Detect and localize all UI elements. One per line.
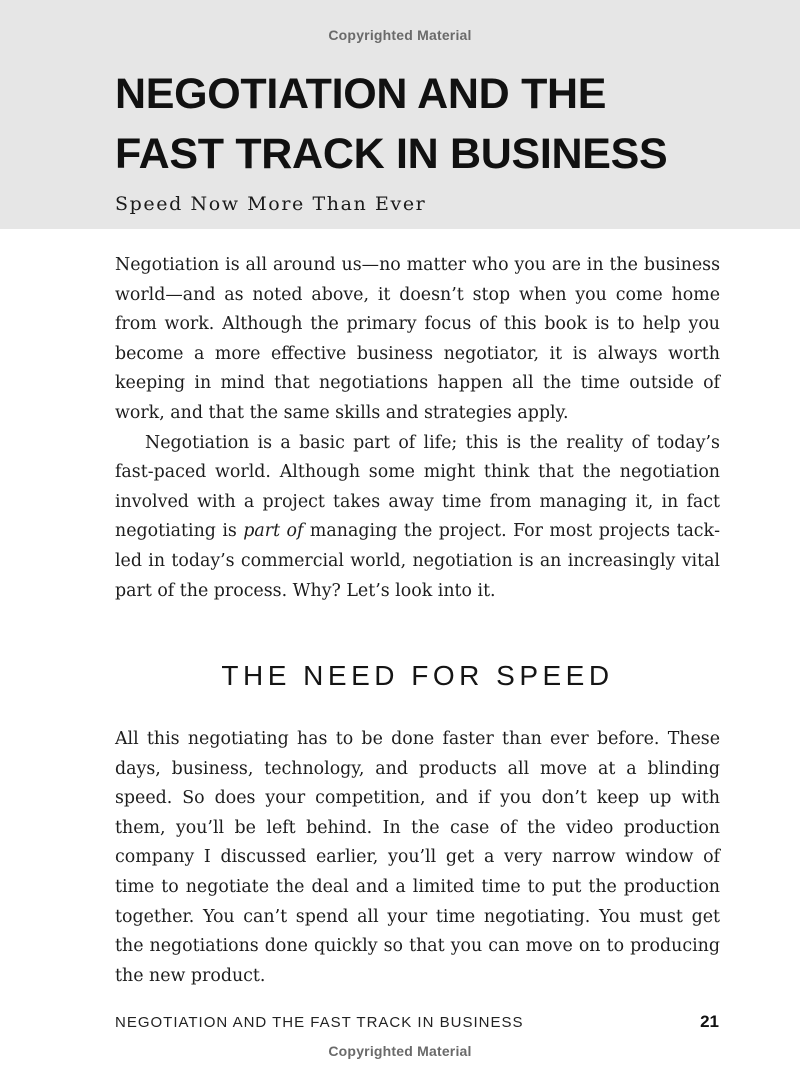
copyright-watermark-bottom: Copyrighted Material	[328, 1043, 472, 1059]
intro-paragraph-2-emphasis: part of	[243, 521, 304, 542]
section-text-block	[115, 725, 720, 991]
intro-text-block	[115, 251, 720, 606]
section-paragraph-1: All this negotiating has to be done faster than ever before. These days, business, technology, and products all move at a blinding speed. So does your competition, and if you don’t keep up with them, you’ll be left behind. In the case of the video production company I discussed earlier, you’ll get a very narrow window of time to negotiate the deal and a limited time to put the production together. You can’t spend all your time negotiating. You must get the negotiations done quickly so that you can move on to producing the new product.	[115, 729, 720, 986]
intro-paragraph-1: Negotiation is all around us—no matter who you are in the business world—and as noted above, it doesn’t stop when you come home from work. Although the primary focus of this book is to help you become a more effective business negotiator, it is always worth keeping in mind that negotiations happen all the time outside of work, and that the same skills and strategies apply.	[115, 255, 720, 423]
intro-paragraph-2	[115, 429, 720, 607]
page-number: 21	[700, 1012, 719, 1031]
section-heading: THE NEED FOR SPEED	[221, 660, 614, 691]
running-footer-title: NEGOTIATION AND THE FAST TRACK IN BUSINESS	[115, 1014, 524, 1031]
intro-paragraph-2-continuation: managing the project. For most projects tackled in today’s commercial world, negotiation is an increasingly vital part of the process. Why? Let’s look into it.	[115, 521, 720, 601]
copyright-watermark-top: Copyrighted Material	[328, 27, 472, 43]
intro-paragraph-2-text: Negotiation is a basic part of life; this is the reality of today’s fast-paced world. Although some might think that the negotiation involved with a project takes away time from managing it, in fact negotiating is	[115, 432, 720, 542]
chapter-title: NEGOTIATION AND THE FAST TRACK IN BUSINESS	[115, 70, 668, 178]
chapter-subtitle: Speed Now More Than Ever	[115, 193, 427, 215]
